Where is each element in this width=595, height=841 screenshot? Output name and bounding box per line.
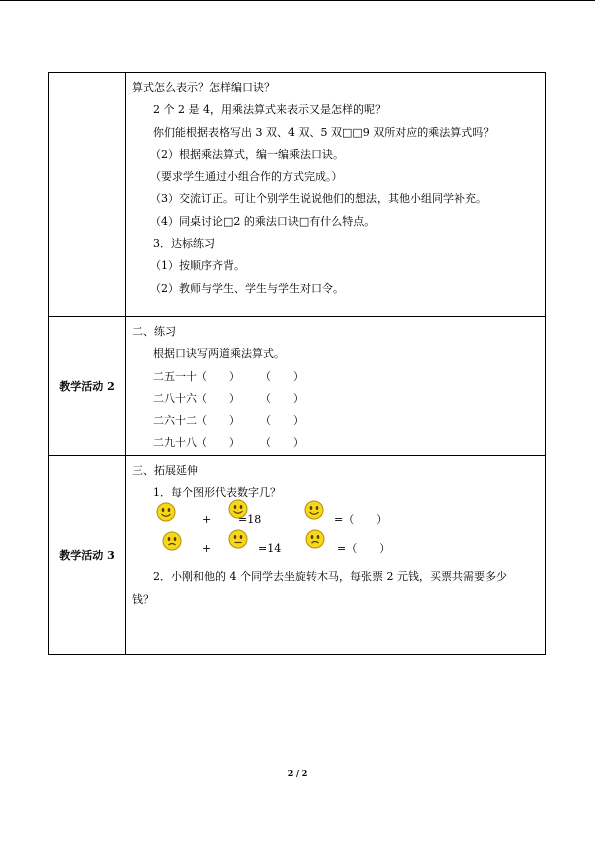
- table-row-activity-1: [49, 73, 546, 317]
- exercise-item: [132, 388, 539, 410]
- text-line: 算式怎么表示？怎样编口诀？: [132, 81, 275, 94]
- table-row-activity-3: [49, 455, 546, 654]
- text-line: 2 个 2 是 4，用乘法算式来表示又是怎样的呢？: [153, 103, 386, 117]
- answer-blank: （ ）: [260, 369, 304, 383]
- answer-blank: （ ）: [196, 414, 240, 428]
- text-line: 3．达标练习: [153, 237, 215, 251]
- rhyme-text: 二九十八: [153, 436, 197, 450]
- plus-sign: +: [202, 513, 212, 527]
- header-rule: [0, 0, 595, 1]
- answer-blank: =（ ）: [337, 542, 391, 556]
- row-label: 教学活动 3: [49, 455, 126, 654]
- text-line: 你们能根据表格写出 3 双、4 双、5 双□□9 双所对应的乘法算式吗？: [153, 125, 495, 139]
- answer-blank: （ ）: [196, 436, 240, 450]
- smiley-face-icon: [156, 502, 176, 522]
- equation-result: =18: [238, 513, 262, 527]
- equation-result: =14: [258, 542, 282, 556]
- exercise-item: [132, 366, 539, 388]
- row-content: [126, 317, 546, 456]
- row-content: [126, 455, 546, 654]
- exercise-item: [132, 410, 539, 432]
- answer-blank: =（ ）: [334, 513, 388, 527]
- picture-equations: [132, 504, 539, 562]
- rhyme-text: 二五一十: [153, 369, 197, 383]
- row-content: [126, 73, 546, 317]
- exercise-item: [132, 432, 539, 454]
- rhyme-text: 二八十六: [153, 391, 197, 405]
- rhyme-text: 二六十二: [153, 414, 197, 428]
- plus-sign: +: [202, 542, 212, 556]
- table-row-activity-2: [49, 317, 546, 456]
- text-line: （要求学生通过小组合作的方式完成。）: [150, 170, 343, 184]
- question-text: 1．每个图形代表数字几？: [153, 486, 281, 500]
- text-line: （4）同桌讨论□2 的乘法口诀□有什么特点。: [150, 214, 376, 228]
- row-label: [49, 73, 126, 317]
- section-heading: 三、拓展延伸: [132, 463, 198, 477]
- question-text: 2．小刚和他的 4 个同学去坐旋转木马，每张票 2 元钱，买票共需要多少: [153, 570, 507, 584]
- smiley-face-icon: [228, 529, 248, 549]
- row-label: 教学活动 2: [49, 317, 126, 456]
- smiley-face-icon: [162, 531, 182, 551]
- answer-blank: （ ）: [260, 391, 304, 405]
- lesson-plan-table: [48, 72, 546, 655]
- instruction-text: 根据口诀写两道乘法算式。: [153, 347, 285, 361]
- question-text: 钱？: [132, 592, 154, 606]
- smiley-face-icon: [305, 529, 325, 549]
- page-number: 2 / 2: [287, 768, 308, 778]
- text-line: （2）教师与学生、学生与学生对口令。: [150, 281, 344, 295]
- answer-blank: （ ）: [196, 369, 240, 383]
- section-heading: 二、练习: [132, 325, 176, 338]
- answer-blank: （ ）: [196, 391, 240, 405]
- text-line: （3）交流订正。可让个别学生说说他们的想法，其他小组同学补充。: [150, 192, 487, 206]
- answer-blank: （ ）: [260, 414, 304, 428]
- text-line: （1）按顺序齐背。: [150, 259, 245, 273]
- text-line: （2）根据乘法算式，编一编乘法口诀。: [150, 147, 344, 161]
- answer-blank: （ ）: [260, 436, 304, 450]
- smiley-face-icon: [304, 500, 324, 520]
